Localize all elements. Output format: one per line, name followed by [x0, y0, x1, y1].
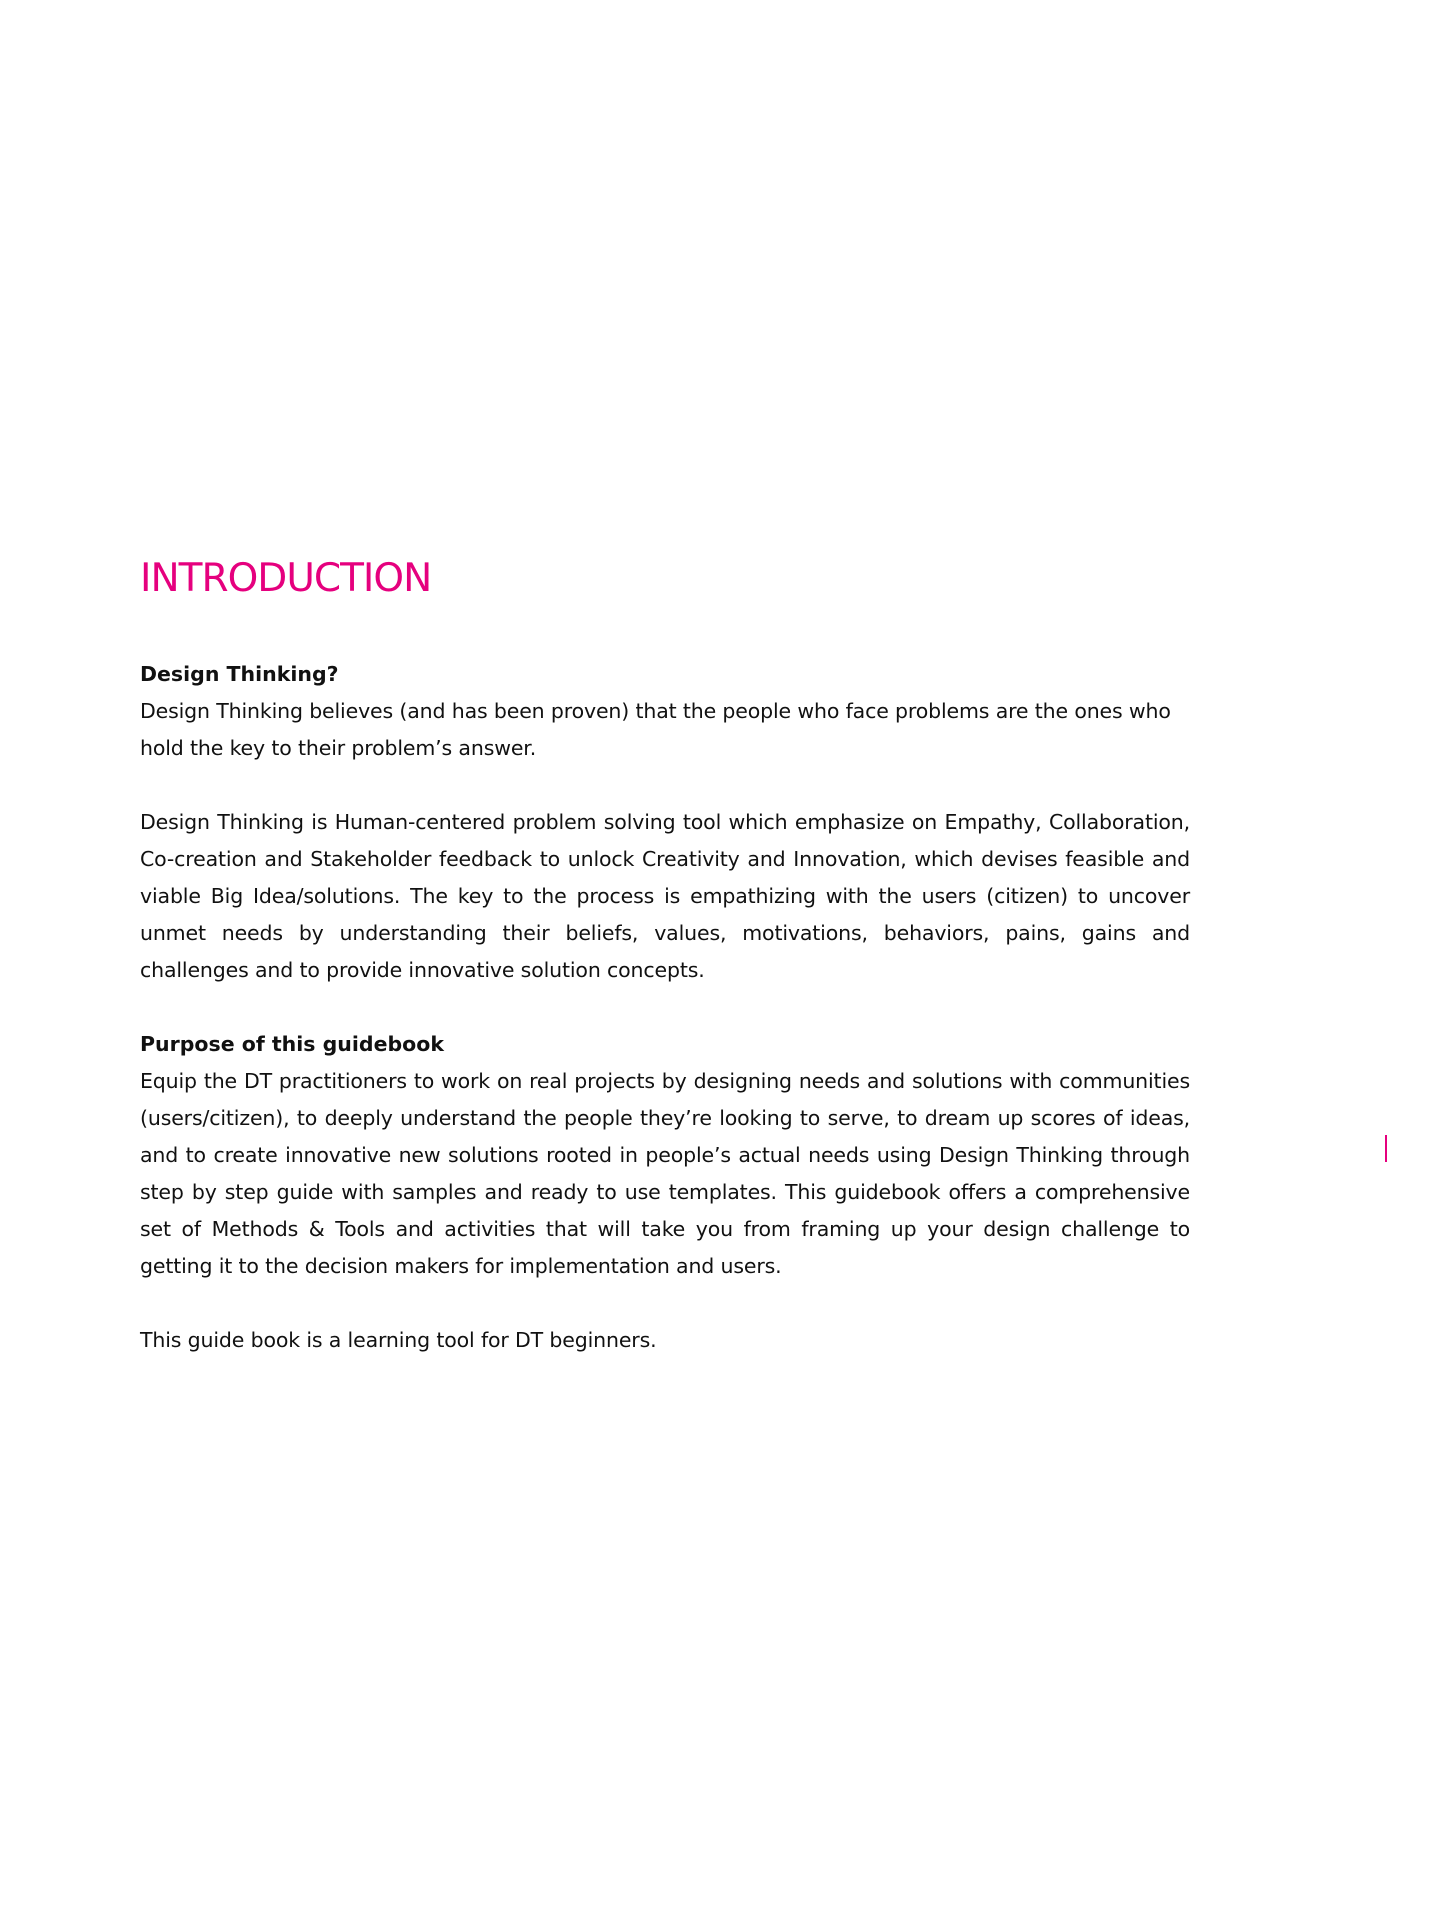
paragraph-learning-tool: This guide book is a learning tool for DT beginners. [140, 1327, 657, 1352]
section-purpose [140, 1026, 1190, 1359]
page-title: INTRODUCTION [140, 556, 432, 601]
page-content [140, 555, 1190, 1359]
paragraph-purpose-description: Equip the DT practitioners to work on real projects by designing needs and solutions with communities (users/citizen), to deeply understand the people they’re looking to serve, to dream up scores of ideas, and to create innovative new solutions rooted in people’s actual needs using Design Thinking through step by step guide with samples and ready to use templates. This guidebook offers a comprehensive set of Methods & Tools and activities that will take you from framing up your design challenge to getting it to the decision makers for implementation and users. [140, 1068, 1190, 1278]
paragraph-gap [140, 1285, 1190, 1322]
section-gap [140, 989, 1190, 1026]
margin-accent-mark [1385, 1135, 1387, 1162]
section-design-thinking [140, 656, 1190, 989]
section-heading-design-thinking: Design Thinking? [140, 661, 339, 686]
section-heading-purpose: Purpose of this guidebook [140, 1031, 444, 1056]
title-spacing [140, 604, 1190, 656]
paragraph-design-thinking-description: Design Thinking is Human-centered problem solving tool which emphasize on Empathy, Collaboration, Co-creation and Stakeholder feedback to unlock Creativity and Innovation, which devises feasible and viable Big Idea/solutions. The key to the process is empathizing with the users (citizen) to uncover unmet needs by understanding their beliefs, values, motivations, behaviors, pains, gains and challenges and to provide innovative solution concepts. [140, 809, 1190, 982]
paragraph-gap [140, 767, 1190, 804]
paragraph-design-thinking-intro: Design Thinking believes (and has been proven) that the people who face problems are the ones who hold the key to their problem’s answer. [140, 698, 1171, 760]
